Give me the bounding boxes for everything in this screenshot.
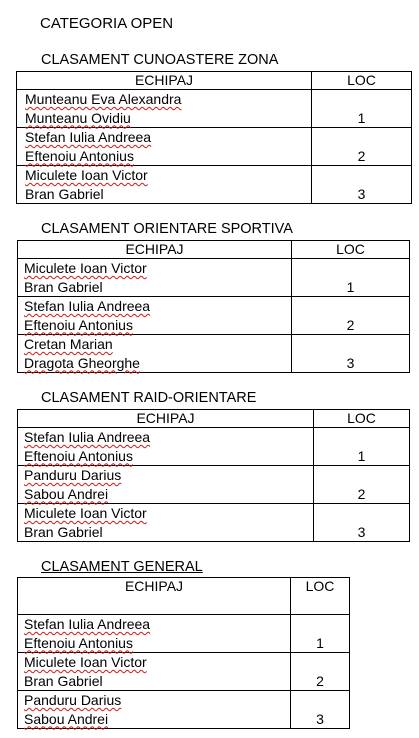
place-value: 2 [291,653,350,691]
header-loc: LOC [312,72,412,90]
header-echipaj: ECHIPAJ [17,72,312,90]
member-name: Bran Gabriel [24,523,103,540]
place-value: 3 [314,504,410,542]
table-header [18,578,350,615]
member-name: Sabou Andrei [24,485,109,502]
member-name: Cretan Marian [24,336,113,352]
member-name: Stefan Iulia Andreea [24,298,151,314]
member-name: Miculete Ioan Victor [24,505,147,521]
member-name: Munteanu Eva Alexandra [25,91,182,107]
section-title-cunoastere-zona: CLASAMENT CUNOASTERE ZONA [41,52,279,68]
ranking-table-general [17,577,350,729]
table-header [17,72,412,90]
section-title-general: CLASAMENT GENERAL [41,559,203,575]
table-row [17,166,412,204]
member-name: Stefan Iulia Andreea [24,616,151,632]
header-echipaj: ECHIPAJ [18,578,291,615]
place-value: 1 [312,90,412,128]
member-name: Panduru Darius [24,467,122,483]
section-title-raid-orientare: CLASAMENT RAID-ORIENTARE [41,390,257,406]
member-name: Panduru Darius [24,692,122,708]
header-loc: LOC [291,578,350,615]
place-value: 3 [291,691,350,729]
place-value: 2 [314,466,410,504]
member-name: Sabou Andrei [24,710,109,727]
table-row [18,653,350,691]
header-loc: LOC [314,410,410,428]
place-value: 2 [312,128,412,166]
place-value: 3 [312,166,412,204]
table-row [18,504,410,542]
table-row [17,90,412,128]
table-row [18,428,410,466]
member-name: Bran Gabriel [24,278,103,295]
member-name: Eftenoiu Antonius [25,147,134,164]
table-row [17,128,412,166]
header-loc: LOC [292,241,410,259]
member-name: Munteanu Ovidiu [25,109,131,126]
member-name: Bran Gabriel [24,672,103,689]
table-row [18,466,410,504]
page-title: CATEGORIA OPEN [40,15,174,32]
table-row [18,691,350,729]
section-title-orientare-sportiva: CLASAMENT ORIENTARE SPORTIVA [41,221,293,237]
place-value: 1 [292,259,410,297]
ranking-table-cunoastere-zona [16,71,412,204]
member-name: Dragota Gheorghe [24,354,140,371]
member-name: Stefan Iulia Andreea [24,429,151,445]
table-row [18,259,410,297]
ranking-table-raid-orientare [17,409,410,542]
member-name: Miculete Ioan Victor [24,260,147,276]
ranking-table-orientare-sportiva [17,240,410,373]
place-value: 1 [291,615,350,653]
place-value: 3 [292,335,410,373]
header-echipaj: ECHIPAJ [18,410,314,428]
place-value: 2 [292,297,410,335]
member-name: Eftenoiu Antonius [24,316,133,333]
table-row [18,297,410,335]
member-name: Stefan Iulia Andreea [25,129,152,145]
table-header [18,410,410,428]
table-header [18,241,410,259]
member-name: Eftenoiu Antonius [24,447,133,464]
table-row [18,335,410,373]
member-name: Bran Gabriel [25,185,104,202]
header-echipaj: ECHIPAJ [18,241,292,259]
place-value: 1 [314,428,410,466]
member-name: Eftenoiu Antonius [24,634,133,651]
member-name: Miculete Ioan Victor [25,167,148,183]
table-row [18,615,350,653]
member-name: Miculete Ioan Victor [24,654,147,670]
